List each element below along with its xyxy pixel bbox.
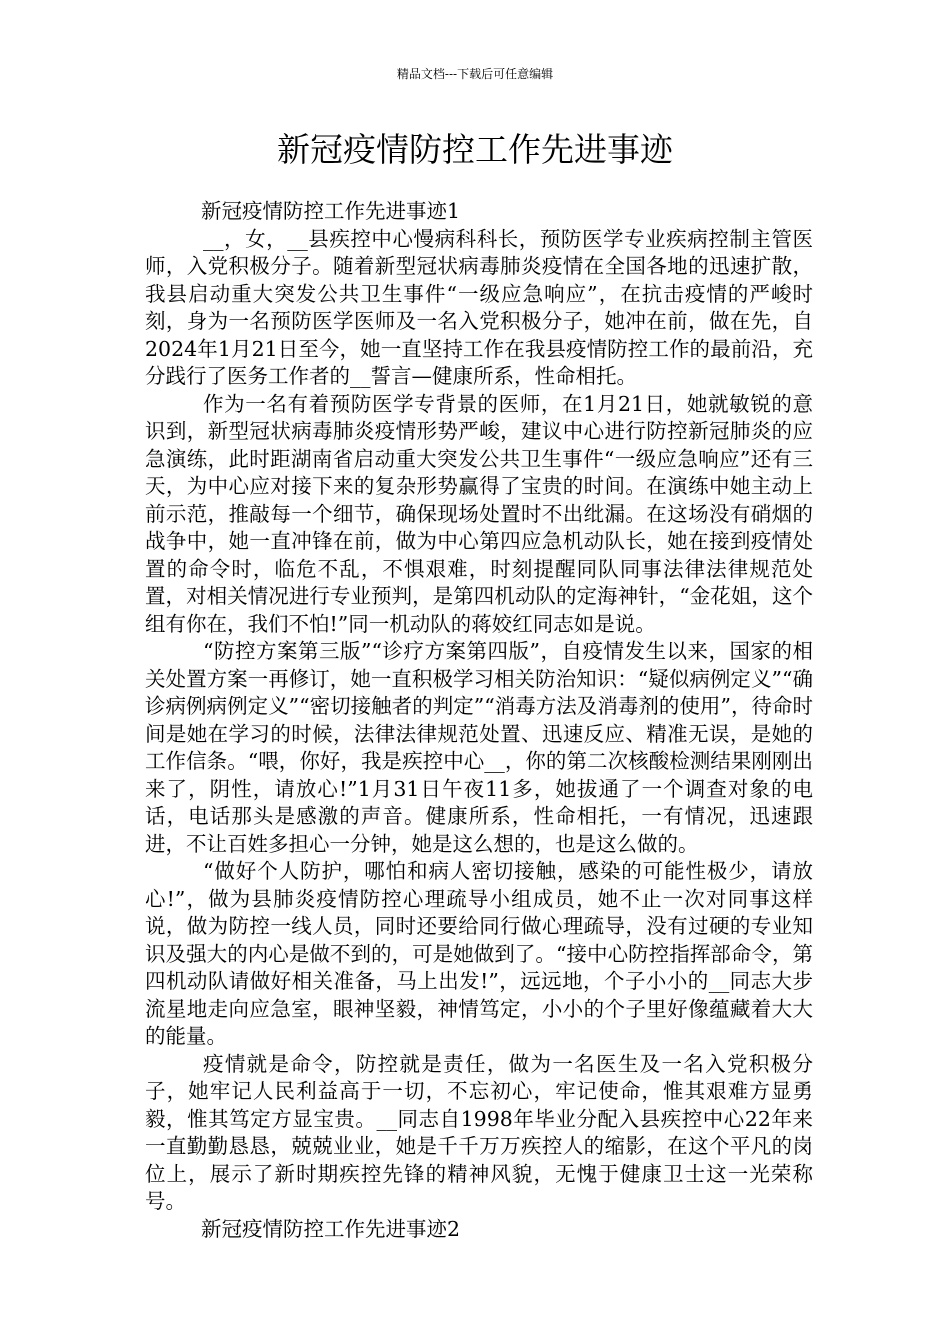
paragraph-3: “防控方案第三版”“诊疗方案第四版”，自疫情发生以来，国家的相关处置方案一再修订，她一直积极学习相关防治知识：“疑似病例定义”“确诊病例病例定义”“密切接触者的判定”“消毒方法及消毒剂的使用”，待命时间是她在学习的时候，法律法律规范处置、迅速反应、精准无误，是她的工作信条。“喂，你好，我是疾控中心__，你的第二次核酸检测结果刚刚出来了，阴性，请放心!”1月31日午夜11多，她拔通了一个调查对象的电话，电话那头是感激的声音。健康所系，性命相托，一有情况，迅速跟进，不让百姓多担心一分钟，她是这么想的，也是这么做的。	[145, 639, 813, 856]
paragraph-5: 疫情就是命令，防控就是责任，做为一名医生及一名入党积极分子，她牢记人民利益高于一切，不忘初心，牢记使命，惟其艰难方显勇毅，惟其笃定方显宝贵。__同志自1998年毕业分配入县疾控中心22年来一直勤勤恳恳，兢兢业业，她是千千万万疾控人的缩影，在这个平凡的岗位上，展示了新时期疾控先锋的精神风貌，无愧于健康卫士这一光荣称号。	[145, 1051, 813, 1213]
header-note: 精品文档---下载后可任意编辑	[396, 67, 554, 81]
section-heading-1: 新冠疫情防控工作先进事迹1	[201, 199, 461, 223]
document-title: 新冠疫情防控工作先进事迹	[277, 130, 673, 169]
paragraph-2: 作为一名有着预防医学专背景的医师，在1月21日，她就敏锐的意识到，新型冠状病毒肺炎疫情形势严峻，建议中心进行防控新冠肺炎的应急演练，此时距湖南省启动重大突发公共卫生事件“一级应急响应”还有三天，为中心应对接下来的复杂形势赢得了宝贵的时间。在演练中她主动上前示范，推敲每一个细节，确保现场处置时不出纰漏。在这场没有硝烟的战争中，她一直冲锋在前，做为中心第四应急机动队长，她在接到疫情处置的命令时，临危不乱，不惧艰难，时刻提醒同队同事法律法律规范处置，对相关情况进行专业预判，是第四机动队的定海神针，“金花姐，这个组有你在，我们不怕!”同一机动队的蒋姣红同志如是说。	[145, 391, 813, 636]
section-heading-2: 新冠疫情防控工作先进事迹2	[201, 1216, 461, 1241]
document-body	[145, 198, 813, 1243]
paragraph-1: __，女，__县疾控中心慢病科科长，预防医学专业疾病控制主管医师，入党积极分子。随着新型冠状病毒肺炎疫情在全国各地的迅速扩散，我县启动重大突发公共卫生事件“一级应急响应”，在抗击疫情的严峻时刻，身为一名预防医学医师及一名入党积极分子，她冲在前，做在先，自2024年1月21日至今，她一直坚持工作在我县疫情防控工作的最前沿，充分践行了医务工作者的__誓言—健康所系，性命相托。	[145, 226, 813, 388]
paragraph-4: “做好个人防护，哪怕和病人密切接触，感染的可能性极少，请放心!”，做为县肺炎疫情防控心理疏导小组成员，她不止一次对同事这样说，做为防控一线人员，同时还要给同行做心理疏导，没有过硬的专业知识及强大的内心是做不到的，可是她做到了。“接中心防控指挥部命令，第四机动队请做好相关准备，马上出发!”，远远地，个子小小的__同志大步流星地走向应急室，眼神坚毅，神情笃定，小小的个子里好像蕴藏着大大的能量。	[145, 859, 813, 1048]
